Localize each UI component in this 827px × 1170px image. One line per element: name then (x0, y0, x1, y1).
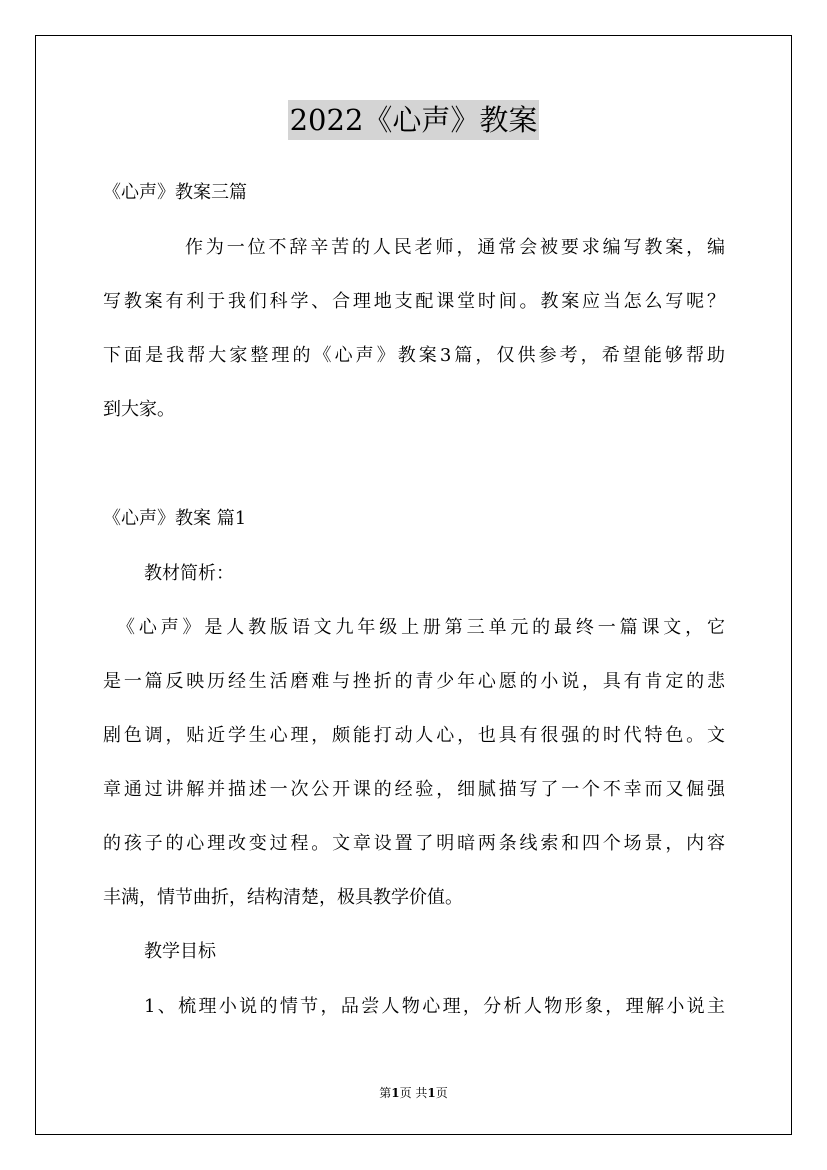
material-heading: 教材简析： (144, 563, 234, 584)
material-line-1: 《心声》是人教版语文九年级上册第三单元的最终一篇课文，它 (117, 617, 725, 638)
material-line-3: 剧色调，贴近学生心理，颇能打动人心，也具有很强的时代特色。文 (103, 725, 725, 746)
intro-line-4: 到大家。 (103, 399, 175, 420)
footer-prefix: 第 (379, 1086, 392, 1100)
intro-line-2: 写教案有利于我们科学、合理地支配课堂时间。教案应当怎么写呢？ (103, 291, 725, 312)
footer-mid: 页 共 (399, 1086, 428, 1100)
page-footer (0, 1085, 827, 1101)
footer-page-current: 1 (391, 1086, 400, 1100)
document-title: 2022《心声》教案 (288, 100, 540, 140)
section-heading: 《心声》教案 篇1 (103, 508, 247, 529)
footer-suffix: 页 (435, 1086, 448, 1100)
material-line-5: 的孩子的心理改变过程。文章设置了明暗两条线索和四个场景，内容 (103, 833, 725, 854)
footer-page-total: 1 (427, 1086, 436, 1100)
material-line-6: 丰满，情节曲折，结构清楚，极具教学价值。 (103, 887, 463, 908)
objectives-heading: 教学目标 (144, 941, 216, 962)
title-container (0, 100, 827, 140)
material-line-4: 章通过讲解并描述一次公开课的经验，细腻描写了一个不幸而又倔强 (103, 779, 725, 800)
intro-line-3: 下面是我帮大家整理的《心声》教案3篇，仅供参考，希望能够帮助 (103, 345, 725, 366)
material-line-2: 是一篇反映历经生活磨难与挫折的青少年心愿的小说，具有肯定的悲 (103, 671, 725, 692)
objective-line-1: 1、梳理小说的情节，品尝人物心理，分析人物形象，理解小说主 (144, 996, 725, 1017)
document-subtitle: 《心声》教案三篇 (103, 182, 247, 203)
intro-line-1: 作为一位不辞辛苦的人民老师，通常会被要求编写教案，编 (185, 237, 725, 258)
